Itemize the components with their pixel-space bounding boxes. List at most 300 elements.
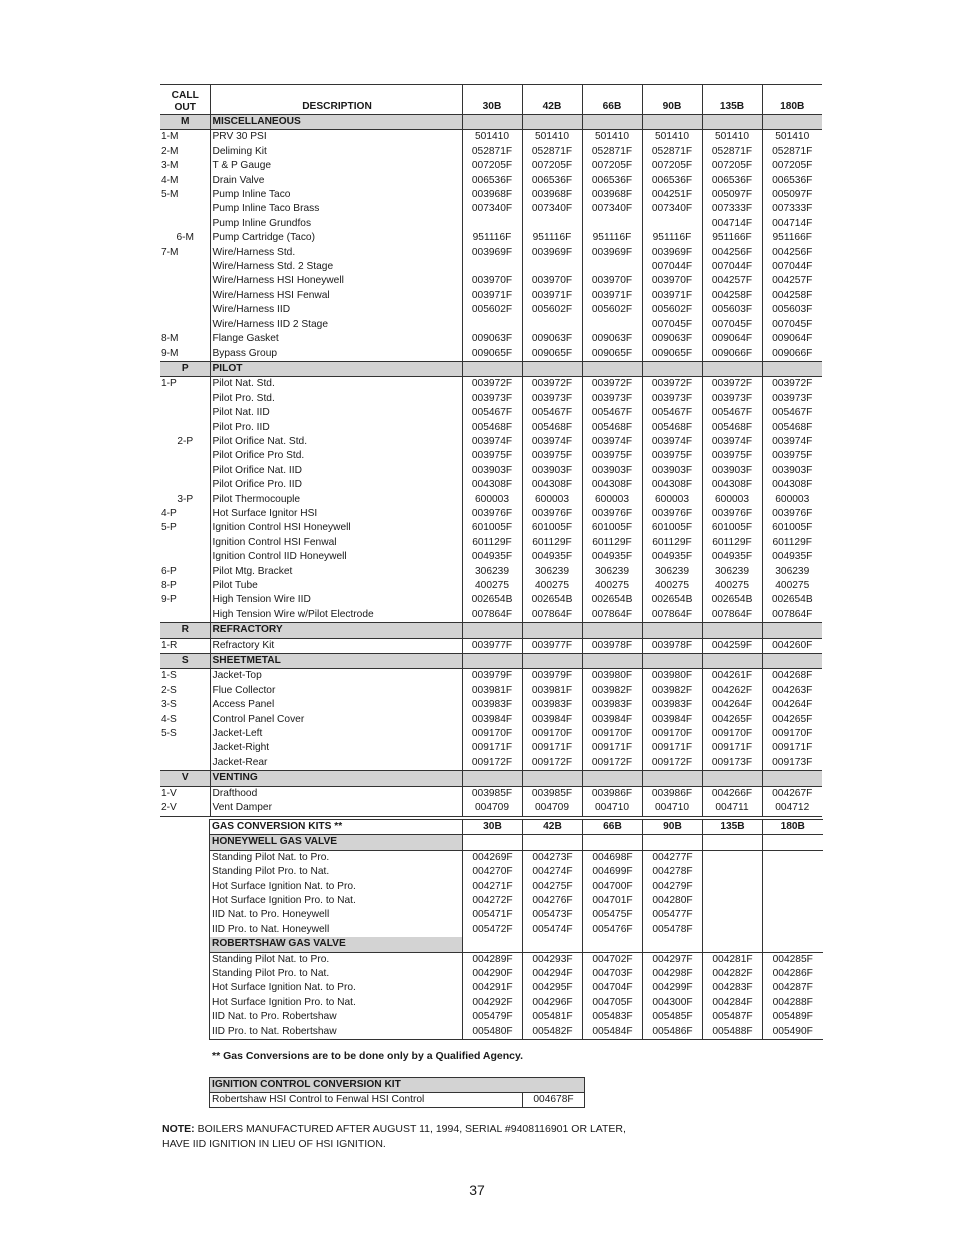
part-row [160, 521, 822, 535]
part-callout: 3-M [161, 160, 179, 172]
description-column-header: DESCRIPTION [210, 85, 462, 115]
gas-kit-row [210, 908, 823, 922]
part-description: Deliming Kit [210, 145, 462, 159]
part-callout [160, 550, 210, 564]
section-header-spacer [762, 771, 822, 786]
part-number: 004710 [582, 801, 642, 816]
gas-kit-part-number: 004703F [583, 967, 643, 981]
gas-kit-part-number [703, 923, 763, 937]
part-number: 052871F [462, 145, 522, 159]
part-number: 003983F [642, 698, 702, 712]
part-description: Access Panel [210, 698, 462, 712]
ignition-kit-description: Robertshaw HSI Control to Fenwal HSI Control [212, 1094, 425, 1105]
part-number: 005468F [582, 421, 642, 435]
part-number: 004710 [642, 801, 702, 816]
gas-kit-part-number: 004279F [643, 880, 703, 894]
part-number: 003972F [702, 377, 762, 392]
part-callout [160, 260, 210, 274]
section-header-spacer [702, 361, 762, 376]
part-description: Flue Collector [210, 684, 462, 698]
part-number: 004265F [762, 713, 822, 727]
part-row [160, 332, 822, 346]
part-number: 003975F [702, 449, 762, 463]
part-number: 400275 [462, 579, 522, 593]
section-title: REFRACTORY [210, 623, 462, 638]
part-number: 003973F [462, 392, 522, 406]
part-number: 501410 [702, 130, 762, 145]
part-number: 004714F [762, 217, 822, 231]
part-callout: 9-M [161, 347, 179, 359]
gas-kit-part-number: 004293F [523, 952, 583, 967]
part-number: 004712 [762, 801, 822, 816]
part-number: 400275 [642, 579, 702, 593]
gas-kit-part-number: 004276F [523, 894, 583, 908]
gas-kit-part-number [763, 908, 823, 922]
gas-kit-part-number [703, 850, 763, 865]
gas-model-column-header: 135B [703, 820, 763, 835]
section-title: MISCELLANEOUS [210, 115, 462, 130]
gas-kit-part-number: 004283F [703, 981, 763, 995]
part-number: 003903F [762, 464, 822, 478]
part-row [160, 145, 822, 159]
part-description: Wire/Harness HSI Fenwal [210, 289, 462, 303]
part-description: High Tension Wire w/Pilot Electrode [210, 608, 462, 623]
gas-kit-description: Hot Surface Ignition Nat. to Pro. [212, 880, 356, 892]
gas-kit-part-number [703, 894, 763, 908]
part-number: 601005F [642, 521, 702, 535]
part-row [160, 406, 822, 420]
part-number: 003968F [462, 188, 522, 202]
part-number: 003986F [642, 786, 702, 801]
gas-kit-row [210, 894, 823, 908]
gas-kit-part-number: 004271F [463, 880, 523, 894]
gas-section-spacer [463, 835, 523, 850]
part-description: Jacket-Left [210, 727, 462, 741]
section-header-row [160, 361, 822, 376]
part-number: 007044F [702, 260, 762, 274]
gas-kit-description: Hot Surface Ignition Pro. to Nat. [212, 996, 356, 1008]
part-number: 007340F [582, 202, 642, 216]
part-callout: 4-S [161, 713, 177, 725]
part-number: 009066F [762, 347, 822, 362]
part-number: 004935F [522, 550, 582, 564]
part-row [160, 246, 822, 260]
part-description: Bypass Group [210, 347, 462, 362]
part-number: 004265F [702, 713, 762, 727]
part-callout [160, 392, 210, 406]
section-header-spacer [702, 654, 762, 669]
part-description: Jacket-Top [210, 669, 462, 684]
part-number: 601129F [522, 536, 582, 550]
part-number: 003980F [642, 669, 702, 684]
callout-header-line-2: OUT [174, 102, 196, 113]
part-row [160, 713, 822, 727]
part-row [160, 550, 822, 564]
part-number: 003981F [522, 684, 582, 698]
part-number: 009172F [462, 756, 522, 771]
callout-column-header [160, 85, 210, 115]
gas-kit-part-number: 005474F [523, 923, 583, 937]
part-callout [160, 303, 210, 317]
model-column-header: 66B [582, 85, 642, 115]
part-row [160, 493, 822, 507]
gas-kit-part-number: 004286F [763, 967, 823, 981]
gas-kit-part-number: 005475F [583, 908, 643, 922]
part-row [160, 274, 822, 288]
gas-kit-part-number [703, 908, 763, 922]
gas-conversion-footnote: ** Gas Conversions are to be done only by a Qualified Agency. [212, 1050, 523, 1062]
section-header-spacer [522, 115, 582, 130]
gas-kit-part-number: 004700F [583, 880, 643, 894]
part-number: 003976F [642, 507, 702, 521]
part-number: 009172F [642, 756, 702, 771]
part-number: 009065F [642, 347, 702, 362]
part-number: 004264F [702, 698, 762, 712]
part-number: 003979F [462, 669, 522, 684]
part-row [160, 565, 822, 579]
part-number: 400275 [582, 579, 642, 593]
part-callout: 3-P [177, 493, 194, 505]
part-number: 003976F [702, 507, 762, 521]
part-row [160, 579, 822, 593]
part-number: 501410 [762, 130, 822, 145]
part-number: 052871F [702, 145, 762, 159]
part-number: 600003 [702, 493, 762, 507]
part-number: 004308F [522, 478, 582, 492]
part-number: 003968F [522, 188, 582, 202]
part-number: 400275 [762, 579, 822, 593]
part-number: 003972F [642, 377, 702, 392]
section-header-spacer [582, 115, 642, 130]
part-row [160, 188, 822, 202]
part-number: 002654B [462, 593, 522, 607]
section-title: PILOT [210, 361, 462, 376]
gas-kit-part-number: 005477F [643, 908, 703, 922]
part-row [160, 159, 822, 173]
part-number: 003986F [582, 786, 642, 801]
gas-kit-part-number: 005471F [463, 908, 523, 922]
part-callout: 2-S [161, 684, 177, 696]
part-number: 007205F [702, 159, 762, 173]
section-title: VENTING [210, 771, 462, 786]
part-number: 009171F [762, 741, 822, 755]
section-header-spacer [462, 654, 522, 669]
gas-kit-part-number: 005483F [583, 1010, 643, 1024]
part-callout [160, 449, 210, 463]
part-callout [160, 478, 210, 492]
gas-kit-part-number: 004300F [643, 996, 703, 1010]
part-number: 004251F [642, 188, 702, 202]
part-row [160, 392, 822, 406]
part-description: Drafthood [210, 786, 462, 801]
section-header-spacer [462, 623, 522, 638]
part-callout [160, 756, 210, 771]
part-number: 003974F [522, 435, 582, 449]
part-number: 052871F [522, 145, 582, 159]
manufacturing-note [162, 1122, 722, 1152]
callout-header-line-1: CALL [171, 90, 199, 101]
part-number: 003976F [522, 507, 582, 521]
gas-kit-part-number: 005484F [583, 1025, 643, 1040]
parts-list-table [160, 84, 822, 817]
part-number: 005603F [762, 303, 822, 317]
gas-valve-section-row [210, 937, 823, 952]
part-row [160, 217, 822, 231]
part-number: 007205F [642, 159, 702, 173]
part-description: Ignition Control HSI Fenwal [210, 536, 462, 550]
part-number: 007045F [762, 318, 822, 332]
section-header-spacer [642, 623, 702, 638]
part-number: 003972F [762, 377, 822, 392]
part-number: 003974F [642, 435, 702, 449]
part-number: 052871F [762, 145, 822, 159]
part-number: 009064F [702, 332, 762, 346]
part-number: 003972F [522, 377, 582, 392]
part-number: 003973F [762, 392, 822, 406]
page-number: 37 [469, 1182, 485, 1198]
part-number: 006536F [462, 174, 522, 188]
part-callout: 6-M [176, 232, 195, 244]
part-number: 951116F [462, 231, 522, 245]
part-description: Pilot Orifice Pro Std. [210, 449, 462, 463]
part-description: Drain Valve [210, 174, 462, 188]
gas-kit-part-number: 005479F [463, 1010, 523, 1024]
part-number: 600003 [462, 493, 522, 507]
part-number: 004256F [762, 246, 822, 260]
part-description: Wire/Harness IID 2 Stage [210, 318, 462, 332]
part-row [160, 174, 822, 188]
part-number: 002654B [522, 593, 582, 607]
section-header-spacer [702, 623, 762, 638]
part-callout [160, 464, 210, 478]
part-number: 003977F [522, 638, 582, 653]
section-header-spacer [702, 115, 762, 130]
part-number: 600003 [762, 493, 822, 507]
part-number: 009171F [582, 741, 642, 755]
part-description: Pilot Pro. IID [210, 421, 462, 435]
part-number: 009173F [762, 756, 822, 771]
section-code: P [160, 361, 210, 376]
gas-kit-row [210, 952, 823, 967]
part-number: 009172F [582, 756, 642, 771]
part-number: 007864F [762, 608, 822, 623]
gas-kit-part-number [703, 880, 763, 894]
part-description: PRV 30 PSI [210, 130, 462, 145]
part-number: 007205F [582, 159, 642, 173]
gas-kit-row [210, 996, 823, 1010]
part-number: 306239 [522, 565, 582, 579]
part-number: 005602F [462, 303, 522, 317]
part-number: 007044F [642, 260, 702, 274]
gas-kit-part-number: 005488F [703, 1025, 763, 1040]
part-number: 009063F [642, 332, 702, 346]
part-description: High Tension Wire IID [210, 593, 462, 607]
gas-section-spacer [643, 937, 703, 952]
part-number: 003970F [582, 274, 642, 288]
part-number: 003903F [522, 464, 582, 478]
part-number: 003969F [522, 246, 582, 260]
gas-kit-part-number: 004701F [583, 894, 643, 908]
gas-model-column-header: 90B [643, 820, 703, 835]
gas-section-spacer [523, 835, 583, 850]
part-number: 005468F [762, 421, 822, 435]
part-row [160, 507, 822, 521]
section-code: M [160, 115, 210, 130]
part-number: 005467F [522, 406, 582, 420]
part-number: 007205F [522, 159, 582, 173]
part-number: 003983F [582, 698, 642, 712]
part-number: 006536F [702, 174, 762, 188]
gas-kit-part-number: 004288F [763, 996, 823, 1010]
part-row [160, 421, 822, 435]
gas-section-spacer [463, 937, 523, 952]
part-row [160, 801, 822, 816]
part-callout: 8-P [161, 580, 177, 591]
part-number: 004258F [762, 289, 822, 303]
gas-section-spacer [643, 835, 703, 850]
part-number: 004267F [762, 786, 822, 801]
part-number: 003970F [522, 274, 582, 288]
part-number: 007333F [702, 202, 762, 216]
gas-kit-part-number: 005489F [763, 1010, 823, 1024]
gas-conversion-kits-table [209, 819, 823, 1040]
section-header-row [160, 771, 822, 786]
model-column-header: 180B [762, 85, 822, 115]
section-code: V [160, 771, 210, 786]
model-column-header: 30B [462, 85, 522, 115]
part-number: 007045F [642, 318, 702, 332]
gas-kit-part-number: 004702F [583, 952, 643, 967]
gas-kit-part-number: 004274F [523, 865, 583, 879]
part-number: 003984F [522, 713, 582, 727]
part-number: 003972F [582, 377, 642, 392]
part-number: 005467F [642, 406, 702, 420]
part-description: Ignition Control IID Honeywell [210, 550, 462, 564]
gas-kit-part-number: 004295F [523, 981, 583, 995]
part-row [160, 608, 822, 623]
section-header-spacer [582, 361, 642, 376]
section-header-row [160, 654, 822, 669]
part-row [160, 786, 822, 801]
part-callout: 4-M [161, 174, 179, 186]
part-description: Wire/Harness Std. 2 Stage [210, 260, 462, 274]
gas-kit-part-number: 005482F [523, 1025, 583, 1040]
part-row [160, 536, 822, 550]
part-number: 003903F [642, 464, 702, 478]
part-number: 004264F [762, 698, 822, 712]
part-number: 009065F [462, 347, 522, 362]
gas-kit-part-number [763, 865, 823, 879]
part-number: 501410 [462, 130, 522, 145]
part-number: 009170F [762, 727, 822, 741]
part-number: 009172F [522, 756, 582, 771]
part-description: Pump Inline Taco [210, 188, 462, 202]
part-number: 501410 [642, 130, 702, 145]
gas-kit-row [210, 967, 823, 981]
part-number: 052871F [642, 145, 702, 159]
part-number: 003983F [522, 698, 582, 712]
part-callout: 2-V [161, 802, 177, 814]
part-number [462, 318, 522, 332]
part-number: 003975F [582, 449, 642, 463]
part-number: 003982F [582, 684, 642, 698]
part-number: 003985F [522, 786, 582, 801]
part-callout [160, 289, 210, 303]
part-number: 003982F [642, 684, 702, 698]
section-header-spacer [462, 361, 522, 376]
part-number [522, 217, 582, 231]
part-number: 003971F [642, 289, 702, 303]
part-description: Hot Surface Ignitor HSI [210, 507, 462, 521]
part-number: 005467F [762, 406, 822, 420]
ignition-kit-part-number: 004678F [523, 1093, 585, 1108]
gas-kit-part-number: 004272F [463, 894, 523, 908]
part-number: 951116F [522, 231, 582, 245]
part-row [160, 202, 822, 216]
part-number: 601129F [462, 536, 522, 550]
gas-kits-header-row [210, 820, 823, 835]
part-number: 002654B [762, 593, 822, 607]
part-callout [160, 202, 210, 216]
part-number: 009170F [702, 727, 762, 741]
section-header-spacer [702, 771, 762, 786]
part-row [160, 756, 822, 771]
part-number: 601005F [762, 521, 822, 535]
gas-model-column-header: 42B [523, 820, 583, 835]
part-number: 601005F [702, 521, 762, 535]
section-header-spacer [522, 623, 582, 638]
part-number: 009063F [582, 332, 642, 346]
part-number: 003979F [522, 669, 582, 684]
part-number: 009065F [582, 347, 642, 362]
part-number: 003974F [582, 435, 642, 449]
part-callout [160, 536, 210, 550]
part-description: Pilot Nat. Std. [210, 377, 462, 392]
part-number: 007864F [462, 608, 522, 623]
gas-kit-part-number: 004294F [523, 967, 583, 981]
gas-kit-row [210, 850, 823, 865]
part-row [160, 669, 822, 684]
part-number: 007044F [762, 260, 822, 274]
gas-kit-part-number: 004292F [463, 996, 523, 1010]
part-number: 951166F [702, 231, 762, 245]
section-header-spacer [582, 623, 642, 638]
part-number: 006536F [522, 174, 582, 188]
part-description: Pilot Orifice Nat. Std. [210, 435, 462, 449]
part-description: Pilot Pro. Std. [210, 392, 462, 406]
part-number: 003972F [462, 377, 522, 392]
note-line-2: HAVE IID IGNITION IN LIEU OF HSI IGNITION. [162, 1138, 386, 1150]
gas-kit-part-number: 004269F [463, 850, 523, 865]
section-header-spacer [522, 654, 582, 669]
part-number: 004308F [462, 478, 522, 492]
section-code: R [160, 623, 210, 638]
part-number: 003970F [642, 274, 702, 288]
section-header-spacer [642, 361, 702, 376]
gas-kit-part-number: 004273F [523, 850, 583, 865]
gas-kit-description: Standing Pilot Nat. to Pro. [212, 953, 330, 965]
gas-kit-row [210, 865, 823, 879]
gas-kit-part-number: 005478F [643, 923, 703, 937]
part-number [582, 260, 642, 274]
part-number: 009064F [762, 332, 822, 346]
part-number: 003971F [522, 289, 582, 303]
ignition-control-conversion-kit-table [209, 1077, 585, 1108]
section-title: SHEETMETAL [210, 654, 462, 669]
part-number: 601129F [582, 536, 642, 550]
model-column-header: 90B [642, 85, 702, 115]
gas-kit-part-number: 004278F [643, 865, 703, 879]
